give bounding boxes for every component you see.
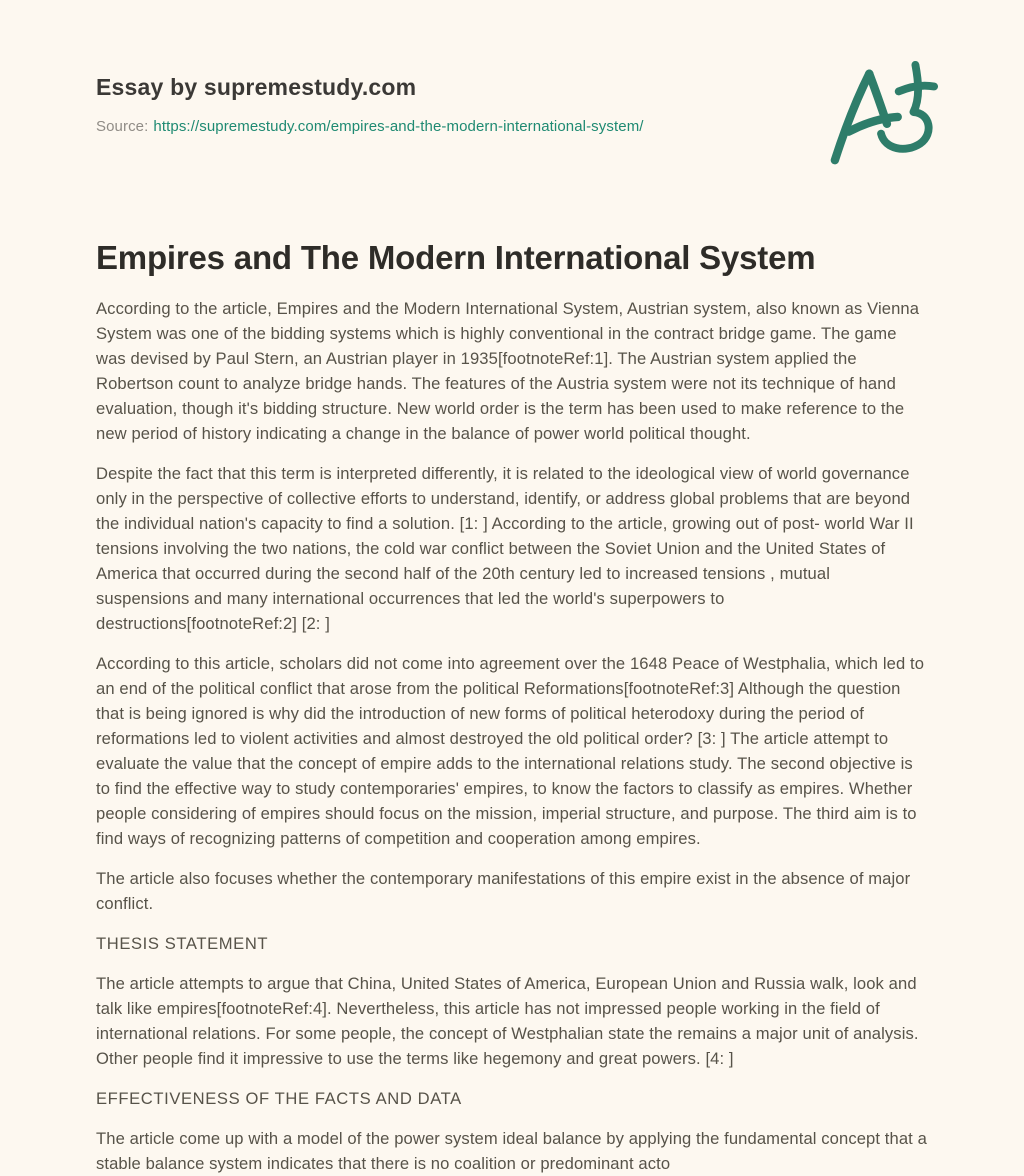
byline: Essay by supremestudy.com (96, 74, 417, 100)
source-label: Source: (96, 118, 149, 135)
a-plus-logo-icon (828, 58, 938, 170)
essay-title: Empires and The Modern International System (96, 239, 816, 276)
paragraph-focus: The article also focuses whether the contemporary manifestations of this empire exist in the absence of major conflict. (96, 869, 911, 913)
section-heading-thesis-statement: THESIS STATEMENT (96, 934, 269, 953)
section-heading-effectiveness: EFFECTIVENESS OF THE FACTS AND DATA (96, 1089, 462, 1108)
paragraph-new-world-order: Despite the fact that this term is interpreted differently, it is related to the ideological view of world governance only in the perspective of collective efforts to understand, identify, or address global problems that are beyond the individual nation's capacity to find a solution. [1: ] According to the article, growing out of post- world War II tensions involving the two nations, the cold war conflict between the Soviet Union and the United States of America that occurred during the second half of the 20th century led to increased tensions , mutual suspensions and many international occurrences that led the world's superpowers to destructions[footnoteRef:2] [2: ] (96, 464, 914, 633)
page-header (96, 74, 928, 135)
paragraph-effectiveness-truncated: The article come up with a model of the power system ideal balance by applying the fundamental concept that a stable balance system indicates that there is no coalition or predominant acto (96, 1129, 927, 1173)
source-row (96, 118, 928, 135)
paragraph-westphalia: According to this article, scholars did not come into agreement over the 1648 Peace of Westphalia, which led to an end of the political conflict that arose from the political Reformations[footnoteRef:3] Although the question that is being ignored is why did the introduction of new forms of political heterodoxy during the period of reformations led to violent activities and almost destroyed the old political order? [3: ] The article attempt to evaluate the value that the concept of empire adds to the international relations study. The second objective is to find the effective way to study contemporaries' empires, to know the factors to classify as empires. Whether people considering of empires should focus on the mission, imperial structure, and purpose. The third aim is to find ways of recognizing patterns of competition and cooperation among empires. (96, 654, 925, 848)
paragraph-thesis: The article attempts to argue that China, United States of America, European Union and Russia walk, look and talk like empires[footnoteRef:4]. Nevertheless, this article has not impressed people working in the field of international relations. For some people, the concept of Westphalian state the remains a major unit of analysis. Other people find it impressive to use the terms like hegemony and great powers. [4: ] (96, 974, 919, 1068)
paragraph-intro: According to the article, Empires and the Modern International System, Austrian system, also known as Vienna System was one of the bidding systems which is highly conventional in the contract bridge game. The game was devised by Paul Stern, an Austrian player in 1935[footnoteRef:1]. The Austrian system applied the Robertson count to analyze bridge hands. The features of the Austria system were not its technique of hand evaluation, though it's bidding structure. New world order is the term has been used to make reference to the new period of history indicating a change in the balance of power world political thought. (96, 299, 920, 443)
essay-body (96, 239, 928, 1176)
source-link[interactable]: https://supremestudy.com/empires-and-the-modern-international-system/ (153, 118, 644, 135)
